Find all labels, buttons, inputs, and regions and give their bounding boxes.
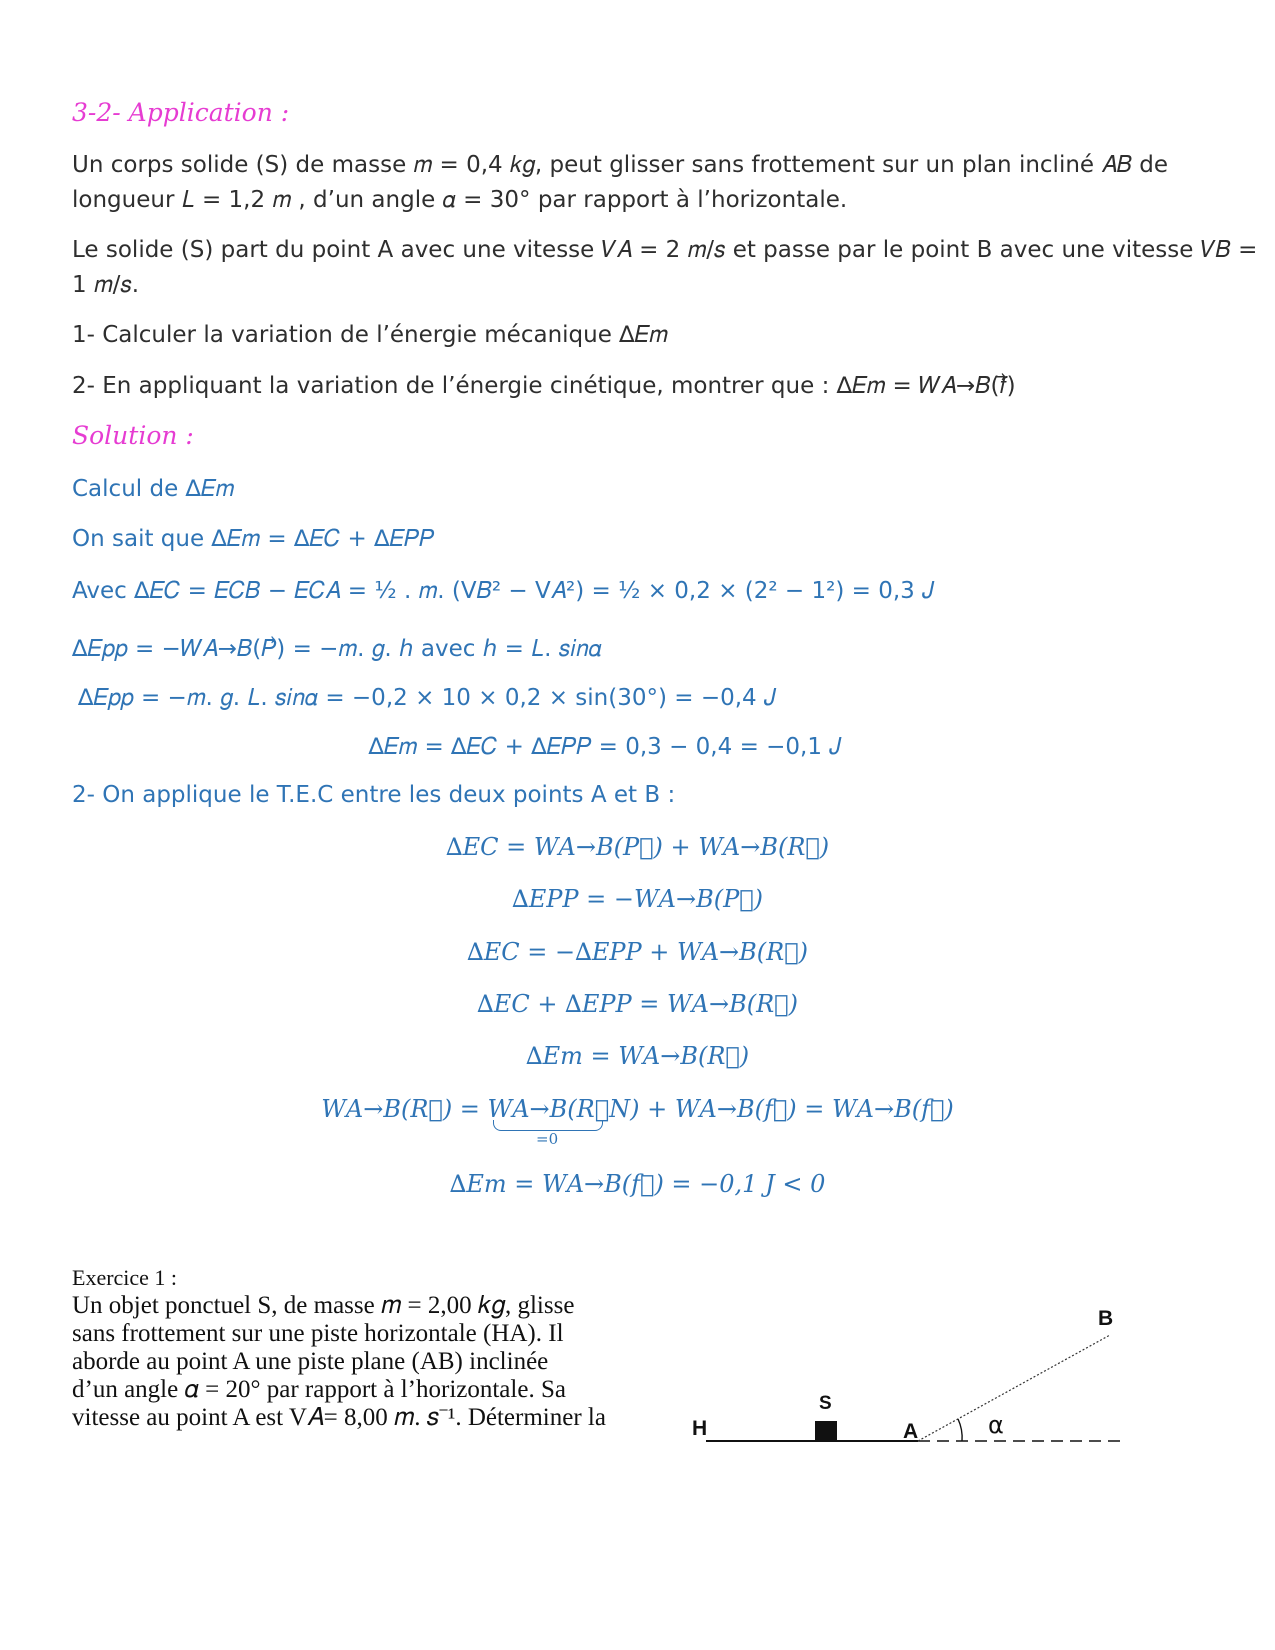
exercise-line-3: aborde au point A une piste plane (AB) inclinée <box>72 1348 549 1375</box>
application-heading: 3-2- Application : <box>72 98 290 127</box>
exercise-line-5: vitesse au point A est V𝐴= 8,00 𝑚. 𝑠⁻¹. Déterminer la <box>72 1404 606 1431</box>
solution-line-6: ∆𝐸𝑚 = ∆𝐸𝐶 + ∆𝐸𝑃𝑃 = 0,3 − 0,4 = −0,1 𝐽 <box>368 734 842 760</box>
exercise-line-4: d’un angle 𝛼 = 20° par rapport à l’horizontale. Sa <box>72 1376 566 1403</box>
equation-7: ∆𝐸𝑚 = 𝑊𝐴→𝐵(𝑓⃗) = −0,1 𝐽 < 0 <box>449 1170 826 1198</box>
underbrace-label: =0 <box>536 1130 559 1148</box>
solution-line-7: 2- On applique le T.E.C entre les deux points A et B : <box>72 782 676 808</box>
angle-arc <box>958 1419 962 1441</box>
solution-line-2: On sait que ∆𝐸𝑚 = ∆𝐸𝐶 + ∆𝐸𝑃𝑃 <box>72 526 435 552</box>
exercise-line-2: sans frottement sur une piste horizontale (HA). Il <box>72 1320 564 1347</box>
statement-line-4: 1 𝑚/𝑠. <box>72 272 140 298</box>
solution-line-4: ∆𝐸𝑝𝑝 = −𝑊𝐴→𝐵(𝑃⃗) = −𝑚. 𝑔. ℎ avec ℎ = 𝐿. 𝑠𝑖𝑛𝛼 <box>72 636 602 662</box>
statement-line-3: Le solide (S) part du point A avec une vitesse 𝑉𝐴 = 2 𝑚/𝑠 et passe par le point B avec une vitesse 𝑉𝐵 = <box>72 237 1258 263</box>
question-1: 1- Calculer la variation de l’énergie mécanique ∆𝐸𝑚 <box>72 322 668 348</box>
incline-ab <box>918 1335 1110 1441</box>
solution-heading: Solution : <box>72 421 194 450</box>
equation-6: 𝑊𝐴→𝐵(𝑅⃗) = 𝑊𝐴→𝐵(𝑅⃗𝑁) + 𝑊𝐴→𝐵(𝑓⃗) = 𝑊𝐴→𝐵(𝑓⃗) <box>321 1095 954 1123</box>
solution-line-3: Avec ∆𝐸𝐶 = 𝐸𝐶𝐵 − 𝐸𝐶𝐴 = ½ . 𝑚. (V𝐵² − V𝐴²) = ½ × 0,2 × (2² − 1²) = 0,3 𝐽 <box>72 578 935 604</box>
equation-4: ∆𝐸𝐶 + ∆𝐸𝑃𝑃 = 𝑊𝐴→𝐵(𝑅⃗) <box>477 990 798 1018</box>
inclined-plane-figure <box>680 1295 1140 1465</box>
object-s <box>815 1421 837 1441</box>
label-alpha: α <box>988 1411 1004 1439</box>
equation-1: ∆𝐸𝐶 = 𝑊𝐴→𝐵(𝑃⃗) + 𝑊𝐴→𝐵(𝑅⃗) <box>445 833 830 861</box>
exercise-title: Exercice 1 : <box>72 1265 178 1290</box>
label-a: A <box>903 1420 919 1443</box>
solution-line-5: ∆𝐸𝑝𝑝 = −𝑚. 𝑔. 𝐿. 𝑠𝑖𝑛𝛼 = −0,2 × 10 × 0,2 × sin(30°) = −0,4 𝐽 <box>78 685 777 711</box>
statement-line-2: longueur 𝐿 = 1,2 𝑚 , d’un angle 𝛼 = 30° par rapport à l’horizontale. <box>72 187 848 213</box>
exercise-line-1: Un objet ponctuel S, de masse 𝑚 = 2,00 𝑘𝑔, glisse <box>72 1292 575 1319</box>
label-b: B <box>1098 1307 1114 1330</box>
label-h: H <box>692 1417 708 1440</box>
equation-5: ∆𝐸𝑚 = 𝑊𝐴→𝐵(𝑅⃗) <box>525 1042 750 1070</box>
equation-3: ∆𝐸𝐶 = −∆𝐸𝑃𝑃 + 𝑊𝐴→𝐵(𝑅⃗) <box>466 938 808 966</box>
statement-line-1: Un corps solide (S) de masse 𝑚 = 0,4 𝑘𝑔, peut glisser sans frottement sur un plan incliné 𝐴𝐵 de <box>72 152 1169 178</box>
equation-2: ∆𝐸𝑃𝑃 = −𝑊𝐴→𝐵(𝑃⃗) <box>511 885 764 913</box>
solution-line-1: Calcul de ∆𝐸𝑚 <box>72 476 235 502</box>
question-2: 2- En appliquant la variation de l’énergie cinétique, montrer que : ∆𝐸𝑚 = 𝑊𝐴→𝐵(𝑓⃗) <box>72 373 1016 399</box>
label-s: S <box>819 1393 832 1414</box>
